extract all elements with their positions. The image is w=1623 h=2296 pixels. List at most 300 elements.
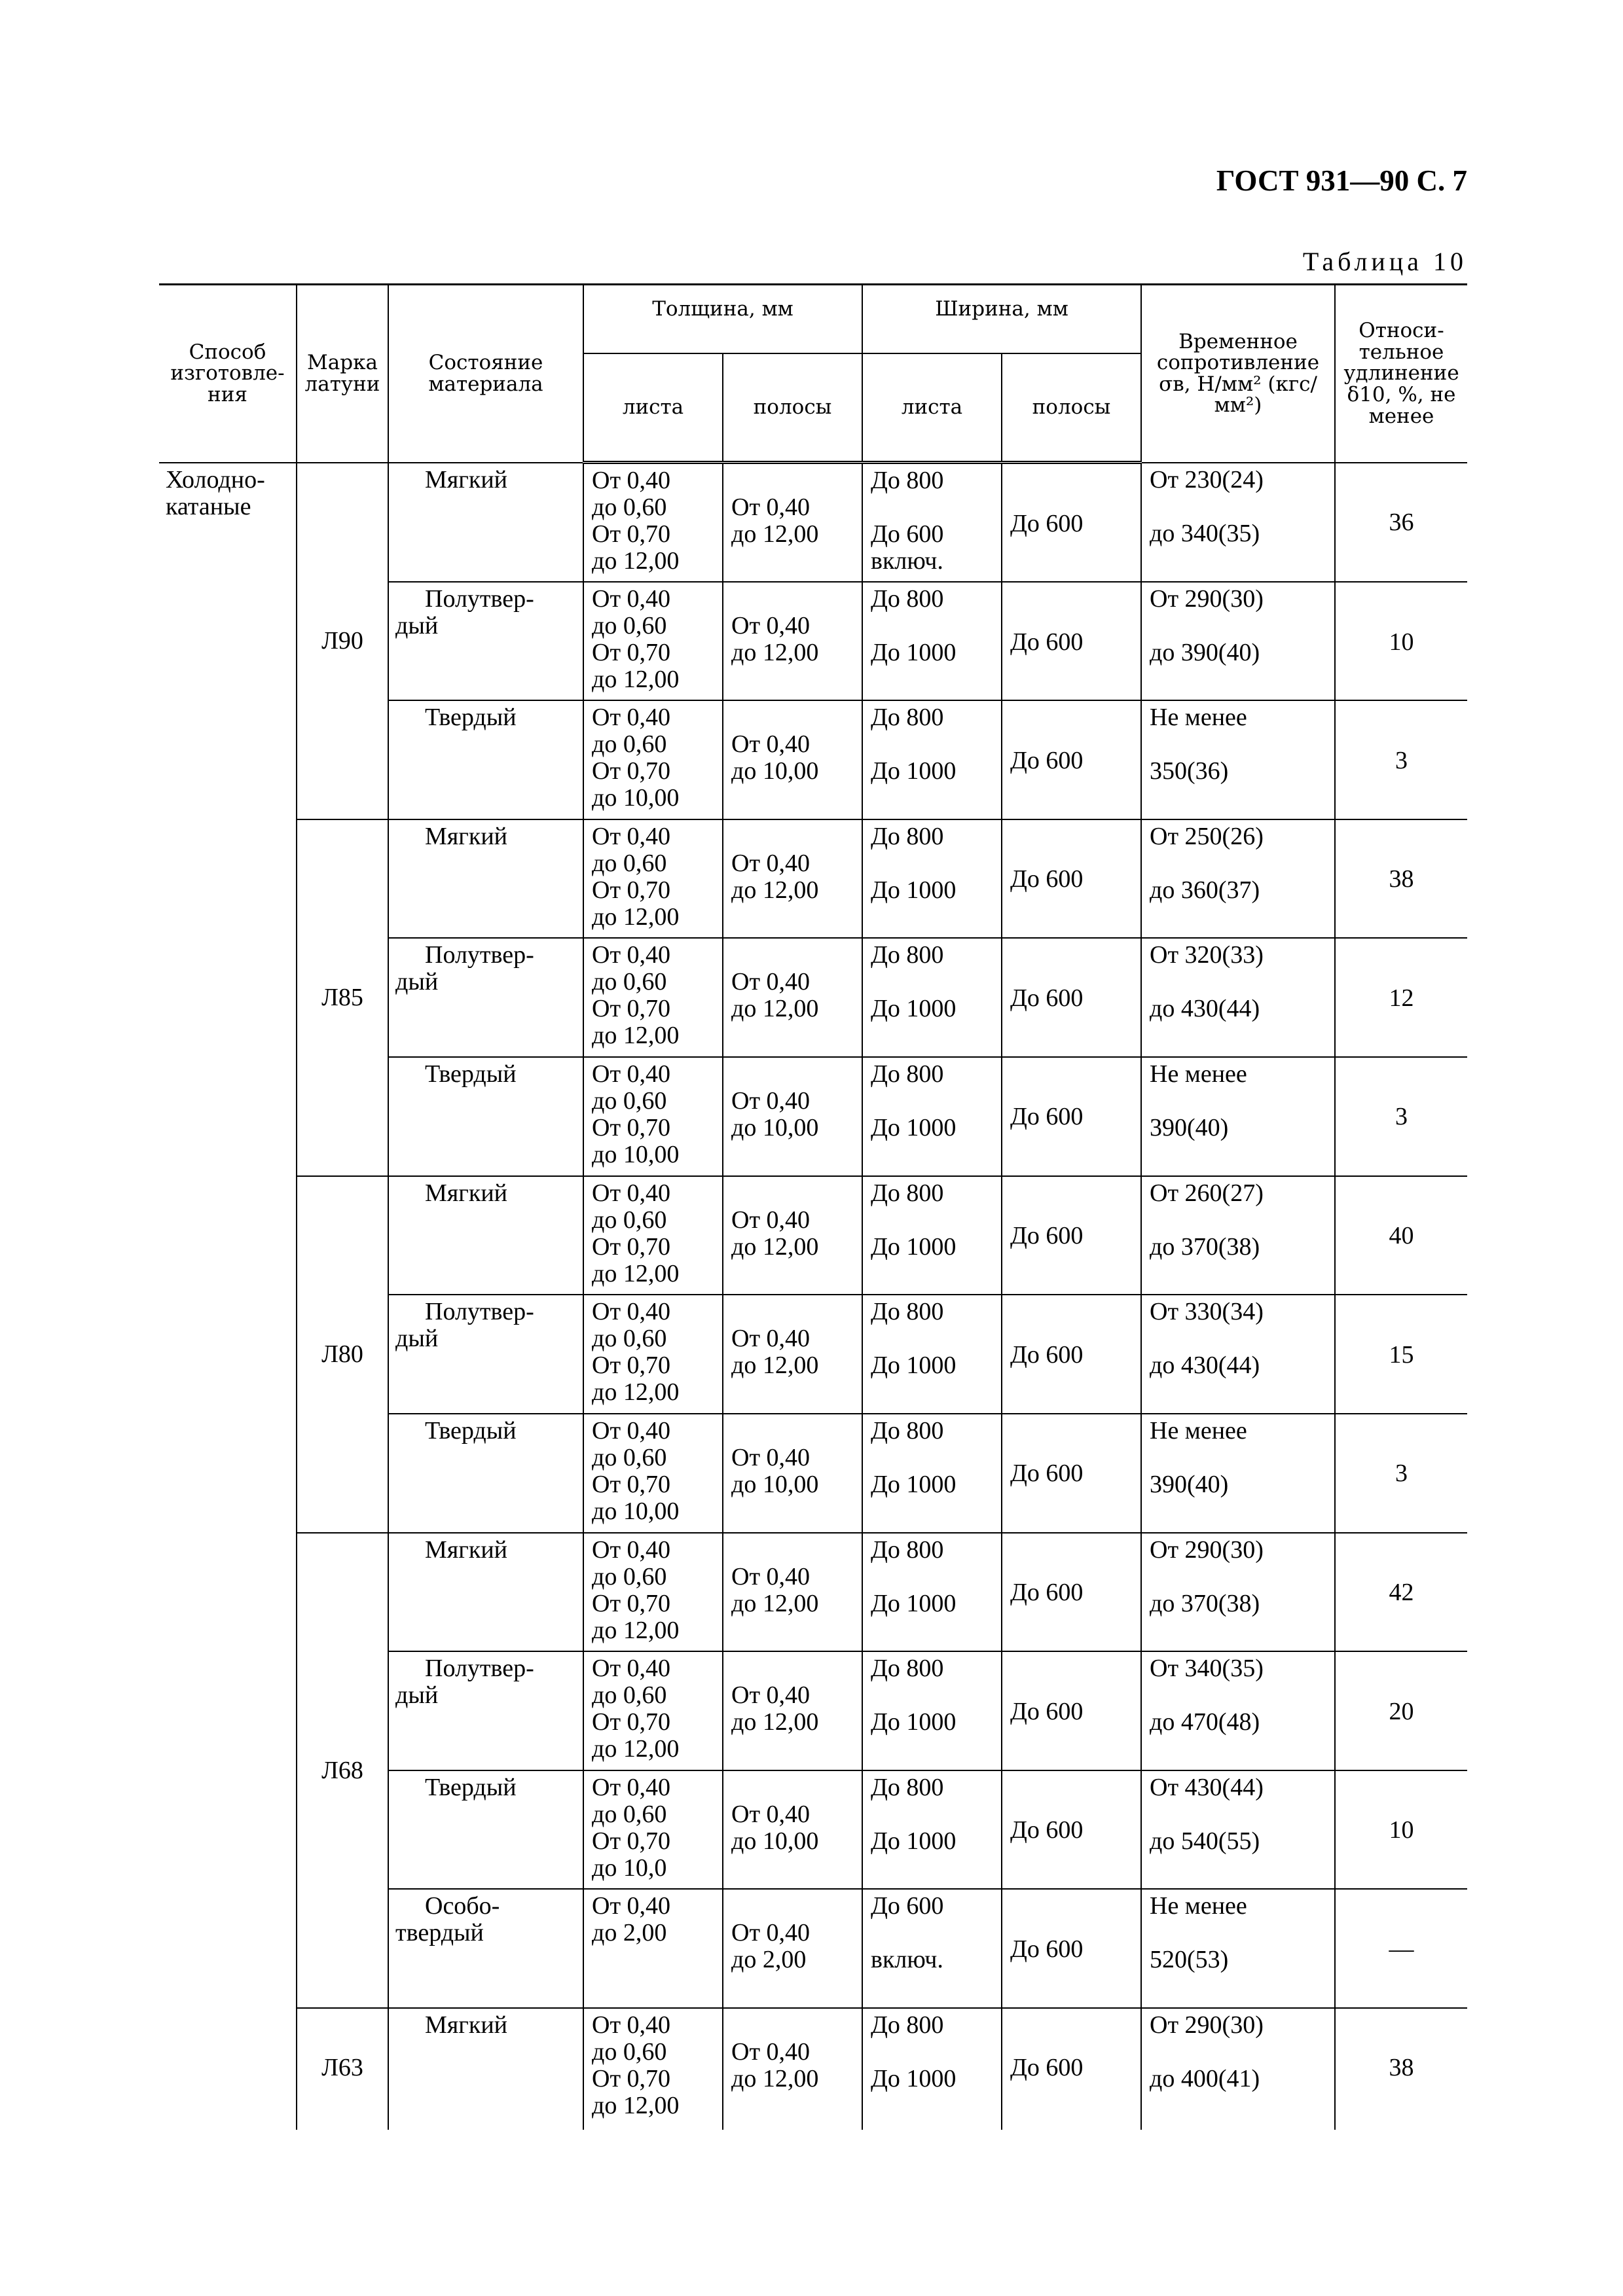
width-sheet-line: До 1000: [871, 1232, 957, 1261]
strength-cell: [1141, 1057, 1335, 1176]
thickness-sheet-line: От 0,70: [592, 995, 671, 1023]
width-sheet-line: До 800: [871, 1060, 944, 1088]
width-strip-value: До 600: [1010, 746, 1084, 774]
condition-cell: [388, 1533, 583, 1652]
thickness-sheet-cell: [583, 463, 723, 583]
width-strip-cell: [1002, 2008, 1141, 2130]
condition-cell: [388, 1889, 583, 2008]
strength-line: Не менее: [1150, 704, 1247, 732]
width-sheet-line: До 800: [871, 1535, 944, 1564]
thickness-strip-line: От 0,40: [731, 493, 811, 521]
width-sheet-cell: [862, 1295, 1002, 1414]
elongation-value: 10: [1389, 628, 1414, 656]
thickness-strip-line: От 0,40: [731, 1919, 811, 1946]
width-sheet-line: До 800: [871, 585, 944, 613]
thickness-sheet-line: От 0,70: [592, 1827, 671, 1855]
grade-cell: [297, 463, 388, 819]
thickness-sheet-cell: [583, 819, 723, 939]
header-method: Способ изготовле-ния: [159, 285, 297, 463]
thickness-sheet-cell: [583, 1651, 723, 1770]
thickness-sheet-line: до 0,60: [592, 493, 667, 521]
thickness-strip-cell: [723, 1176, 862, 1295]
width-strip-cell: [1002, 700, 1141, 819]
thickness-strip-line: до 12,00: [731, 1708, 819, 1736]
thickness-strip-cell: [723, 1770, 862, 1890]
width-sheet-cell: [862, 2008, 1002, 2130]
strength-line: до 370(38): [1150, 1232, 1260, 1261]
strength-line: до 360(37): [1150, 876, 1260, 904]
thickness-strip-line: От 0,40: [731, 849, 811, 877]
width-strip-cell: [1002, 1533, 1141, 1652]
condition-line-2: дый: [395, 1325, 439, 1353]
width-sheet-line: До 1000: [871, 639, 957, 667]
page-header: ГОСТ 931—90 С. 7: [1216, 164, 1467, 197]
thickness-sheet-line: От 0,40: [592, 941, 671, 969]
strength-line: до 400(41): [1150, 2064, 1260, 2092]
width-sheet-cell: [862, 1770, 1002, 1890]
width-sheet-line: До 800: [871, 1179, 944, 1207]
strength-line: От 320(33): [1150, 941, 1264, 969]
width-sheet-cell: [862, 463, 1002, 583]
width-sheet-line: До 1000: [871, 2064, 957, 2092]
width-strip-value: До 600: [1010, 1222, 1084, 1249]
condition-line-1: Мягкий: [425, 465, 507, 493]
width-strip-value: До 600: [1010, 1935, 1084, 1963]
thickness-strip-cell: [723, 819, 862, 939]
condition-cell: [388, 938, 583, 1057]
strength-line: От 250(26): [1150, 822, 1264, 850]
thickness-sheet-line: до 12,00: [592, 1259, 680, 1287]
thickness-sheet-line: до 10,00: [592, 1497, 680, 1525]
width-sheet-line: До 1000: [871, 995, 957, 1023]
thickness-sheet-line: до 0,60: [592, 1443, 667, 1471]
strength-line: От 430(44): [1150, 1773, 1264, 1801]
width-strip-cell: [1002, 938, 1141, 1057]
grade-cell: [297, 1533, 388, 2008]
method-value: Холодно-катаные: [166, 465, 265, 520]
width-strip-cell: [1002, 1295, 1141, 1414]
strength-line: Не менее: [1150, 1416, 1247, 1444]
strength-line: до 430(44): [1150, 1352, 1260, 1380]
width-sheet-cell: [862, 1176, 1002, 1295]
width-strip-value: До 600: [1010, 628, 1084, 656]
width-strip-value: До 600: [1010, 984, 1084, 1012]
thickness-strip-line: до 10,00: [731, 1470, 819, 1498]
table-row: [159, 1176, 1467, 1295]
width-sheet-cell: [862, 700, 1002, 819]
thickness-sheet-line: От 0,40: [592, 704, 671, 732]
width-strip-cell: [1002, 463, 1141, 583]
width-strip-value: До 600: [1010, 1579, 1084, 1606]
grade-value: Л68: [321, 1756, 363, 1784]
thickness-strip-line: От 0,40: [731, 1800, 811, 1828]
thickness-strip-line: От 0,40: [731, 1325, 811, 1353]
header-condition: Состояние материала: [388, 285, 583, 463]
condition-line-1: Твердый: [425, 704, 517, 732]
strength-line: От 340(35): [1150, 1655, 1264, 1682]
strength-line: От 290(30): [1150, 2011, 1264, 2039]
condition-line-1: Мягкий: [425, 1535, 507, 1564]
thickness-sheet-cell: [583, 1533, 723, 1652]
thickness-sheet-line: до 10,00: [592, 1140, 680, 1168]
elongation-cell: [1335, 582, 1467, 700]
width-sheet-cell: [862, 938, 1002, 1057]
grade-value: Л63: [321, 2054, 363, 2081]
strength-cell: [1141, 1295, 1335, 1414]
thickness-sheet-line: до 2,00: [592, 1919, 667, 1946]
thickness-sheet-line: до 0,60: [592, 1681, 667, 1709]
thickness-sheet-line: до 10,0: [592, 1854, 667, 1882]
width-sheet-line: До 800: [871, 1773, 944, 1801]
elongation-value: 3: [1395, 1103, 1408, 1131]
elongation-cell: [1335, 2008, 1467, 2130]
strength-line: 520(53): [1150, 1946, 1229, 1973]
header-thickness-sheet: листа: [583, 353, 723, 463]
width-sheet-line: До 800: [871, 941, 944, 969]
elongation-value: 20: [1389, 1697, 1414, 1725]
strength-line: до 340(35): [1150, 519, 1260, 547]
thickness-sheet-line: От 0,70: [592, 1232, 671, 1261]
width-strip-cell: [1002, 1770, 1141, 1890]
thickness-strip-cell: [723, 1889, 862, 2008]
thickness-sheet-line: до 12,00: [592, 1378, 680, 1407]
strength-cell: [1141, 582, 1335, 700]
elongation-cell: [1335, 1651, 1467, 1770]
thickness-sheet-line: От 0,70: [592, 639, 671, 667]
thickness-strip-line: до 2,00: [731, 1946, 807, 1973]
thickness-sheet-cell: [583, 582, 723, 700]
width-sheet-line: До 1000: [871, 1113, 957, 1141]
header-width: Ширина, мм: [862, 285, 1141, 354]
width-sheet-line: До 1000: [871, 1708, 957, 1736]
thickness-sheet-line: От 0,40: [592, 1892, 671, 1920]
thickness-sheet-line: до 0,60: [592, 1086, 667, 1115]
width-sheet-line: До 1000: [871, 1352, 957, 1380]
thickness-strip-line: до 12,00: [731, 995, 819, 1023]
header-elongation: Относи-тельное удлинение δ10, %, не менее: [1335, 285, 1467, 463]
strength-line: 390(40): [1150, 1470, 1229, 1498]
thickness-sheet-line: до 0,60: [592, 1325, 667, 1353]
strength-cell: [1141, 938, 1335, 1057]
table-row: [159, 463, 1467, 583]
strength-line: От 290(30): [1150, 1535, 1264, 1564]
header-width-sheet: листа: [862, 353, 1002, 463]
elongation-value: 3: [1395, 746, 1408, 774]
strength-line: 350(36): [1150, 757, 1229, 785]
width-sheet-line: До 600 включ.: [871, 520, 944, 575]
width-strip-cell: [1002, 582, 1141, 700]
condition-cell: [388, 700, 583, 819]
thickness-sheet-cell: [583, 1295, 723, 1414]
elongation-value: 42: [1389, 1579, 1414, 1606]
strength-line: до 540(55): [1150, 1827, 1260, 1855]
header-thickness-strip: полосы: [723, 353, 862, 463]
thickness-sheet-line: до 10,00: [592, 784, 680, 812]
strength-line: От 330(34): [1150, 1298, 1264, 1326]
thickness-sheet-line: От 0,40: [592, 2011, 671, 2039]
elongation-value: 36: [1389, 509, 1414, 536]
condition-line-1: Мягкий: [425, 1179, 507, 1207]
table-row: [159, 819, 1467, 939]
thickness-strip-cell: [723, 2008, 862, 2130]
method-cell: [159, 463, 297, 2130]
thickness-strip-line: до 12,00: [731, 1352, 819, 1380]
thickness-sheet-line: до 12,00: [592, 903, 680, 931]
thickness-sheet-line: От 0,70: [592, 757, 671, 785]
thickness-sheet-line: до 12,00: [592, 1022, 680, 1050]
thickness-strip-line: От 0,40: [731, 1206, 811, 1234]
strength-cell: [1141, 2008, 1335, 2130]
thickness-strip-line: до 10,00: [731, 757, 819, 785]
width-strip-value: До 600: [1010, 1697, 1084, 1725]
thickness-sheet-line: до 0,60: [592, 968, 667, 996]
width-sheet-cell: [862, 1889, 1002, 2008]
grade-value: Л90: [321, 627, 363, 655]
thickness-sheet-line: до 12,00: [592, 547, 680, 575]
thickness-sheet-line: до 0,60: [592, 849, 667, 877]
condition-line-1: Мягкий: [425, 2011, 507, 2039]
condition-cell: [388, 582, 583, 700]
thickness-sheet-cell: [583, 1057, 723, 1176]
thickness-sheet-line: до 0,60: [592, 1206, 667, 1234]
condition-line-1: Твердый: [425, 1060, 517, 1088]
condition-line-1: Особо-: [425, 1892, 500, 1920]
strength-line: Не менее: [1150, 1060, 1247, 1088]
thickness-strip-cell: [723, 700, 862, 819]
condition-cell: [388, 1057, 583, 1176]
thickness-sheet-line: От 0,40: [592, 1416, 671, 1444]
thickness-sheet-line: От 0,40: [592, 1535, 671, 1564]
width-strip-cell: [1002, 1057, 1141, 1176]
elongation-cell: [1335, 1057, 1467, 1176]
condition-line-1: Полутвер-: [425, 585, 534, 613]
width-sheet-cell: [862, 1414, 1002, 1533]
thickness-sheet-line: до 0,60: [592, 730, 667, 759]
width-sheet-line: До 1000: [871, 1470, 957, 1498]
condition-line-2: твердый: [395, 1919, 484, 1946]
condition-line-1: Твердый: [425, 1416, 517, 1444]
thickness-strip-cell: [723, 1533, 862, 1652]
elongation-value: 10: [1389, 1816, 1414, 1844]
condition-line-1: Твердый: [425, 1773, 517, 1801]
condition-cell: [388, 1770, 583, 1890]
thickness-strip-cell: [723, 1295, 862, 1414]
condition-cell: [388, 1651, 583, 1770]
thickness-sheet-line: От 0,70: [592, 1113, 671, 1141]
strength-line: Не менее: [1150, 1892, 1247, 1920]
strength-cell: [1141, 1176, 1335, 1295]
elongation-cell: [1335, 1176, 1467, 1295]
brass-properties-table: [159, 283, 1467, 2130]
table-caption: Таблица 10: [1302, 247, 1467, 276]
width-sheet-line: До 800: [871, 822, 944, 850]
condition-cell: [388, 1414, 583, 1533]
thickness-strip-line: до 12,00: [731, 1232, 819, 1261]
strength-cell: [1141, 1414, 1335, 1533]
thickness-sheet-line: От 0,40: [592, 467, 671, 494]
thickness-strip-cell: [723, 1651, 862, 1770]
thickness-sheet-line: до 0,60: [592, 612, 667, 640]
thickness-sheet-cell: [583, 1176, 723, 1295]
thickness-strip-line: до 12,00: [731, 639, 819, 667]
condition-cell: [388, 1295, 583, 1414]
condition-cell: [388, 463, 583, 583]
thickness-sheet-cell: [583, 1414, 723, 1533]
thickness-strip-line: до 10,00: [731, 1113, 819, 1141]
width-sheet-line: До 800: [871, 1298, 944, 1326]
width-strip-cell: [1002, 1889, 1141, 2008]
elongation-value: 12: [1389, 984, 1414, 1012]
thickness-sheet-cell: [583, 700, 723, 819]
width-strip-value: До 600: [1010, 1816, 1084, 1844]
width-strip-cell: [1002, 1176, 1141, 1295]
thickness-strip-line: От 0,40: [731, 2037, 811, 2066]
thickness-strip-cell: [723, 938, 862, 1057]
thickness-sheet-line: От 0,40: [592, 822, 671, 850]
width-sheet-line: До 800: [871, 704, 944, 732]
thickness-strip-cell: [723, 1414, 862, 1533]
strength-line: до 370(38): [1150, 1589, 1260, 1617]
width-sheet-cell: [862, 1057, 1002, 1176]
strength-line: 390(40): [1150, 1113, 1229, 1141]
strength-line: От 230(24): [1150, 465, 1264, 493]
elongation-cell: [1335, 1295, 1467, 1414]
thickness-sheet-line: От 0,40: [592, 585, 671, 613]
strength-cell: [1141, 819, 1335, 939]
elongation-cell: [1335, 1889, 1467, 2008]
condition-line-1: Мягкий: [425, 822, 507, 850]
elongation-value: 15: [1389, 1340, 1414, 1369]
strength-line: до 430(44): [1150, 995, 1260, 1023]
condition-cell: [388, 819, 583, 939]
strength-cell: [1141, 1770, 1335, 1890]
width-sheet-cell: [862, 819, 1002, 939]
width-strip-value: До 600: [1010, 865, 1084, 893]
strength-line: до 470(48): [1150, 1708, 1260, 1736]
elongation-cell: [1335, 1770, 1467, 1890]
thickness-sheet-line: От 0,70: [592, 1470, 671, 1498]
thickness-strip-line: до 12,00: [731, 2064, 819, 2092]
thickness-sheet-line: От 0,70: [592, 2064, 671, 2092]
thickness-strip-line: От 0,40: [731, 612, 811, 640]
thickness-sheet-line: От 0,70: [592, 1589, 671, 1617]
thickness-strip-line: От 0,40: [731, 968, 811, 996]
condition-line-1: Полутвер-: [425, 941, 534, 969]
header-thickness: Толщина, мм: [583, 285, 862, 354]
width-sheet-line: До 800: [871, 1416, 944, 1444]
header-width-strip: полосы: [1002, 353, 1141, 463]
elongation-value: 40: [1389, 1222, 1414, 1249]
condition-cell: [388, 2008, 583, 2130]
width-strip-value: До 600: [1010, 1340, 1084, 1369]
thickness-sheet-line: до 0,60: [592, 2037, 667, 2066]
table-row: [159, 1533, 1467, 1652]
thickness-sheet-line: От 0,40: [592, 1298, 671, 1326]
thickness-strip-line: От 0,40: [731, 1443, 811, 1471]
table-body: [159, 463, 1467, 2130]
elongation-cell: [1335, 463, 1467, 583]
condition-cell: [388, 1176, 583, 1295]
elongation-value: —: [1389, 1935, 1414, 1963]
width-strip-cell: [1002, 819, 1141, 939]
strength-cell: [1141, 463, 1335, 583]
thickness-sheet-line: От 0,70: [592, 1708, 671, 1736]
thickness-sheet-cell: [583, 938, 723, 1057]
header-grade: Марка латуни: [297, 285, 388, 463]
thickness-sheet-cell: [583, 1770, 723, 1890]
width-sheet-cell: [862, 582, 1002, 700]
strength-cell: [1141, 1889, 1335, 2008]
condition-line-2: дый: [395, 612, 439, 640]
width-sheet-line: включ.: [871, 1946, 943, 1973]
thickness-sheet-line: От 0,40: [592, 1060, 671, 1088]
width-strip-value: До 600: [1010, 2054, 1084, 2081]
grade-value: Л85: [321, 984, 363, 1011]
elongation-cell: [1335, 1533, 1467, 1652]
width-sheet-line: До 800: [871, 2011, 944, 2039]
thickness-sheet-line: От 0,40: [592, 1655, 671, 1682]
width-strip-cell: [1002, 1651, 1141, 1770]
thickness-strip-line: до 12,00: [731, 520, 819, 548]
thickness-strip-cell: [723, 463, 862, 583]
grade-cell: [297, 1176, 388, 1533]
thickness-sheet-line: От 0,70: [592, 876, 671, 904]
strength-cell: [1141, 1533, 1335, 1652]
strength-line: до 390(40): [1150, 639, 1260, 667]
thickness-sheet-line: до 12,00: [592, 1735, 680, 1763]
condition-line-2: дый: [395, 1681, 439, 1709]
elongation-cell: [1335, 938, 1467, 1057]
thickness-sheet-line: до 0,60: [592, 1800, 667, 1828]
strength-line: От 290(30): [1150, 585, 1264, 613]
width-sheet-line: До 800: [871, 467, 944, 494]
header-strength: Временное сопротивление σв, Н/мм² (кгс/мм²): [1141, 285, 1335, 463]
thickness-strip-line: до 12,00: [731, 1589, 819, 1617]
elongation-value: 38: [1389, 2054, 1414, 2081]
thickness-strip-cell: [723, 1057, 862, 1176]
width-sheet-line: До 1000: [871, 757, 957, 785]
width-sheet-line: До 1000: [871, 876, 957, 904]
thickness-sheet-line: От 0,40: [592, 1773, 671, 1801]
table-row: [159, 2008, 1467, 2130]
condition-line-1: Полутвер-: [425, 1655, 534, 1682]
grade-cell: [297, 819, 388, 1176]
thickness-sheet-cell: [583, 1889, 723, 2008]
thickness-sheet-line: до 12,00: [592, 666, 680, 694]
strength-cell: [1141, 700, 1335, 819]
thickness-strip-line: до 10,00: [731, 1827, 819, 1855]
elongation-cell: [1335, 1414, 1467, 1533]
thickness-sheet-cell: [583, 2008, 723, 2130]
thickness-strip-line: до 12,00: [731, 876, 819, 904]
width-strip-value: До 600: [1010, 509, 1084, 537]
width-sheet-line: До 800: [871, 1655, 944, 1682]
width-sheet-cell: [862, 1651, 1002, 1770]
thickness-sheet-line: до 12,00: [592, 2091, 680, 2119]
elongation-cell: [1335, 819, 1467, 939]
width-sheet-line: До 1000: [871, 1589, 957, 1617]
width-strip-cell: [1002, 1414, 1141, 1533]
elongation-value: 38: [1389, 865, 1414, 893]
width-strip-value: До 600: [1010, 1460, 1084, 1488]
thickness-strip-line: От 0,40: [731, 1681, 811, 1709]
width-strip-value: До 600: [1010, 1103, 1084, 1131]
strength-line: От 260(27): [1150, 1179, 1264, 1207]
thickness-strip-cell: [723, 582, 862, 700]
thickness-sheet-line: От 0,70: [592, 520, 671, 548]
thickness-sheet-line: до 12,00: [592, 1616, 680, 1644]
width-sheet-cell: [862, 1533, 1002, 1652]
